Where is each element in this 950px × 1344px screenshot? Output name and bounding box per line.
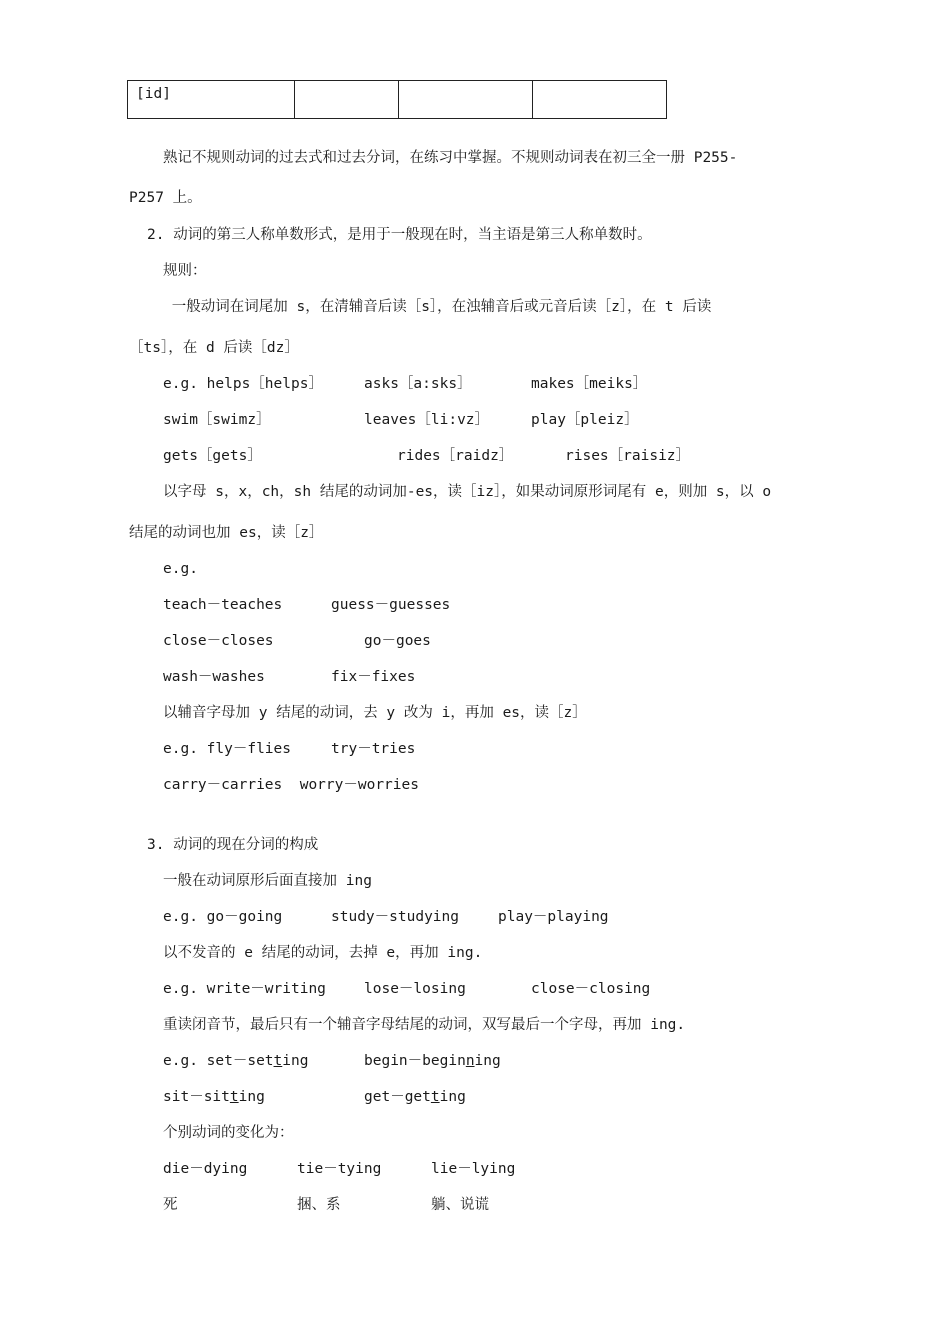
example-item: fix－fixes <box>331 669 416 685</box>
example-item: die－dying <box>163 1161 248 1177</box>
paragraph-line: 重读闭音节，最后只有一个辅音字母结尾的动词，双写最后一个字母，再加 ing. <box>163 1017 686 1033</box>
example-item: e.g. helps［helps］ <box>163 376 323 392</box>
example-text: get－get <box>364 1089 431 1105</box>
example-item: try－tries <box>331 741 416 757</box>
section-heading: 3. 动词的现在分词的构成 <box>147 837 319 853</box>
example-text: begin－begin <box>364 1053 466 1069</box>
paragraph-line: 以字母 s，x，ch，sh 结尾的动词加-es，读［iz］，如果动词原形词尾有 e，则加 s，以 o <box>163 484 772 500</box>
example-item: e.g. fly－flies <box>163 741 291 757</box>
doubled-letter: n <box>465 1053 475 1069</box>
example-item <box>163 1087 265 1107</box>
paragraph-line: 结尾的动词也加 es，读［z］ <box>129 525 324 541</box>
example-item: gets［gets］ <box>163 448 262 464</box>
paragraph-line: P257 上。 <box>129 190 202 206</box>
meaning-item: 捆、系 <box>297 1197 341 1213</box>
doubled-letter: t <box>273 1053 283 1069</box>
paragraph-line: 一般在动词原形后面直接加 ing <box>163 873 372 889</box>
paragraph-line: 以辅音字母加 y 结尾的动词，去 y 改为 i，再加 es，读［z］ <box>163 705 587 721</box>
example-text: ing <box>238 1089 265 1105</box>
example-item: close－closing <box>531 981 651 997</box>
example-item: lose－losing <box>364 981 466 997</box>
example-item: lie－lying <box>431 1161 516 1177</box>
paragraph-line: 熟记不规则动词的过去式和过去分词，在练习中掌握。不规则动词表在初三全一册 P255- <box>163 150 738 166</box>
example-item <box>364 1087 466 1107</box>
example-item: e.g. write－writing <box>163 981 326 997</box>
meaning-item: 躺、说谎 <box>431 1197 489 1213</box>
meaning-item: 死 <box>163 1197 178 1213</box>
table-cell <box>295 81 399 119</box>
example-item: rises［raisiz］ <box>565 448 691 464</box>
table-row <box>128 81 667 119</box>
example-item: study－studying <box>331 909 459 925</box>
example-item: carry－carries worry－worries <box>163 777 419 793</box>
paragraph-line: 个别动词的变化为： <box>163 1125 294 1141</box>
example-text: sit－sit <box>163 1089 230 1105</box>
example-item: asks［a:sks］ <box>364 376 472 392</box>
example-item <box>364 1051 501 1071</box>
example-item: makes［meiks］ <box>531 376 648 392</box>
doubled-letter: t <box>229 1089 239 1105</box>
example-item: go－goes <box>364 633 431 649</box>
example-text: e.g. set－set <box>163 1053 274 1069</box>
example-item: play－playing <box>498 909 609 925</box>
section-heading: 2. 动词的第三人称单数形式，是用于一般现在时，当主语是第三人称单数时。 <box>147 227 652 243</box>
paragraph-line: 以不发音的 e 结尾的动词，去掉 e，再加 ing. <box>163 945 483 961</box>
example-item: tie－tying <box>297 1161 382 1177</box>
table-cell: [id] <box>128 81 295 119</box>
example-label: e.g. <box>163 561 198 577</box>
example-item: e.g. go－going <box>163 909 283 925</box>
example-item: swim［swimz］ <box>163 412 271 428</box>
example-item <box>163 1051 308 1071</box>
example-item: teach－teaches <box>163 597 283 613</box>
example-item: close－closes <box>163 633 274 649</box>
paragraph-line: 规则： <box>163 263 207 279</box>
example-item: play［pleiz］ <box>531 412 639 428</box>
example-text: ing <box>474 1053 501 1069</box>
example-text: ing <box>439 1089 466 1105</box>
example-item: rides［raidz］ <box>397 448 514 464</box>
example-item: guess－guesses <box>331 597 451 613</box>
example-item: leaves［li:vz］ <box>364 412 490 428</box>
phonetic-table <box>127 80 667 119</box>
paragraph-line: ［ts］，在 d 后读［dz］ <box>129 340 299 356</box>
example-item: wash－washes <box>163 669 265 685</box>
table-cell <box>399 81 533 119</box>
table-cell <box>533 81 667 119</box>
doubled-letter: t <box>430 1089 440 1105</box>
paragraph-line: 一般动词在词尾加 s，在清辅音后读［s］，在浊辅音后或元音后读［z］，在 t 后读 <box>163 299 712 315</box>
example-text: ing <box>282 1053 309 1069</box>
